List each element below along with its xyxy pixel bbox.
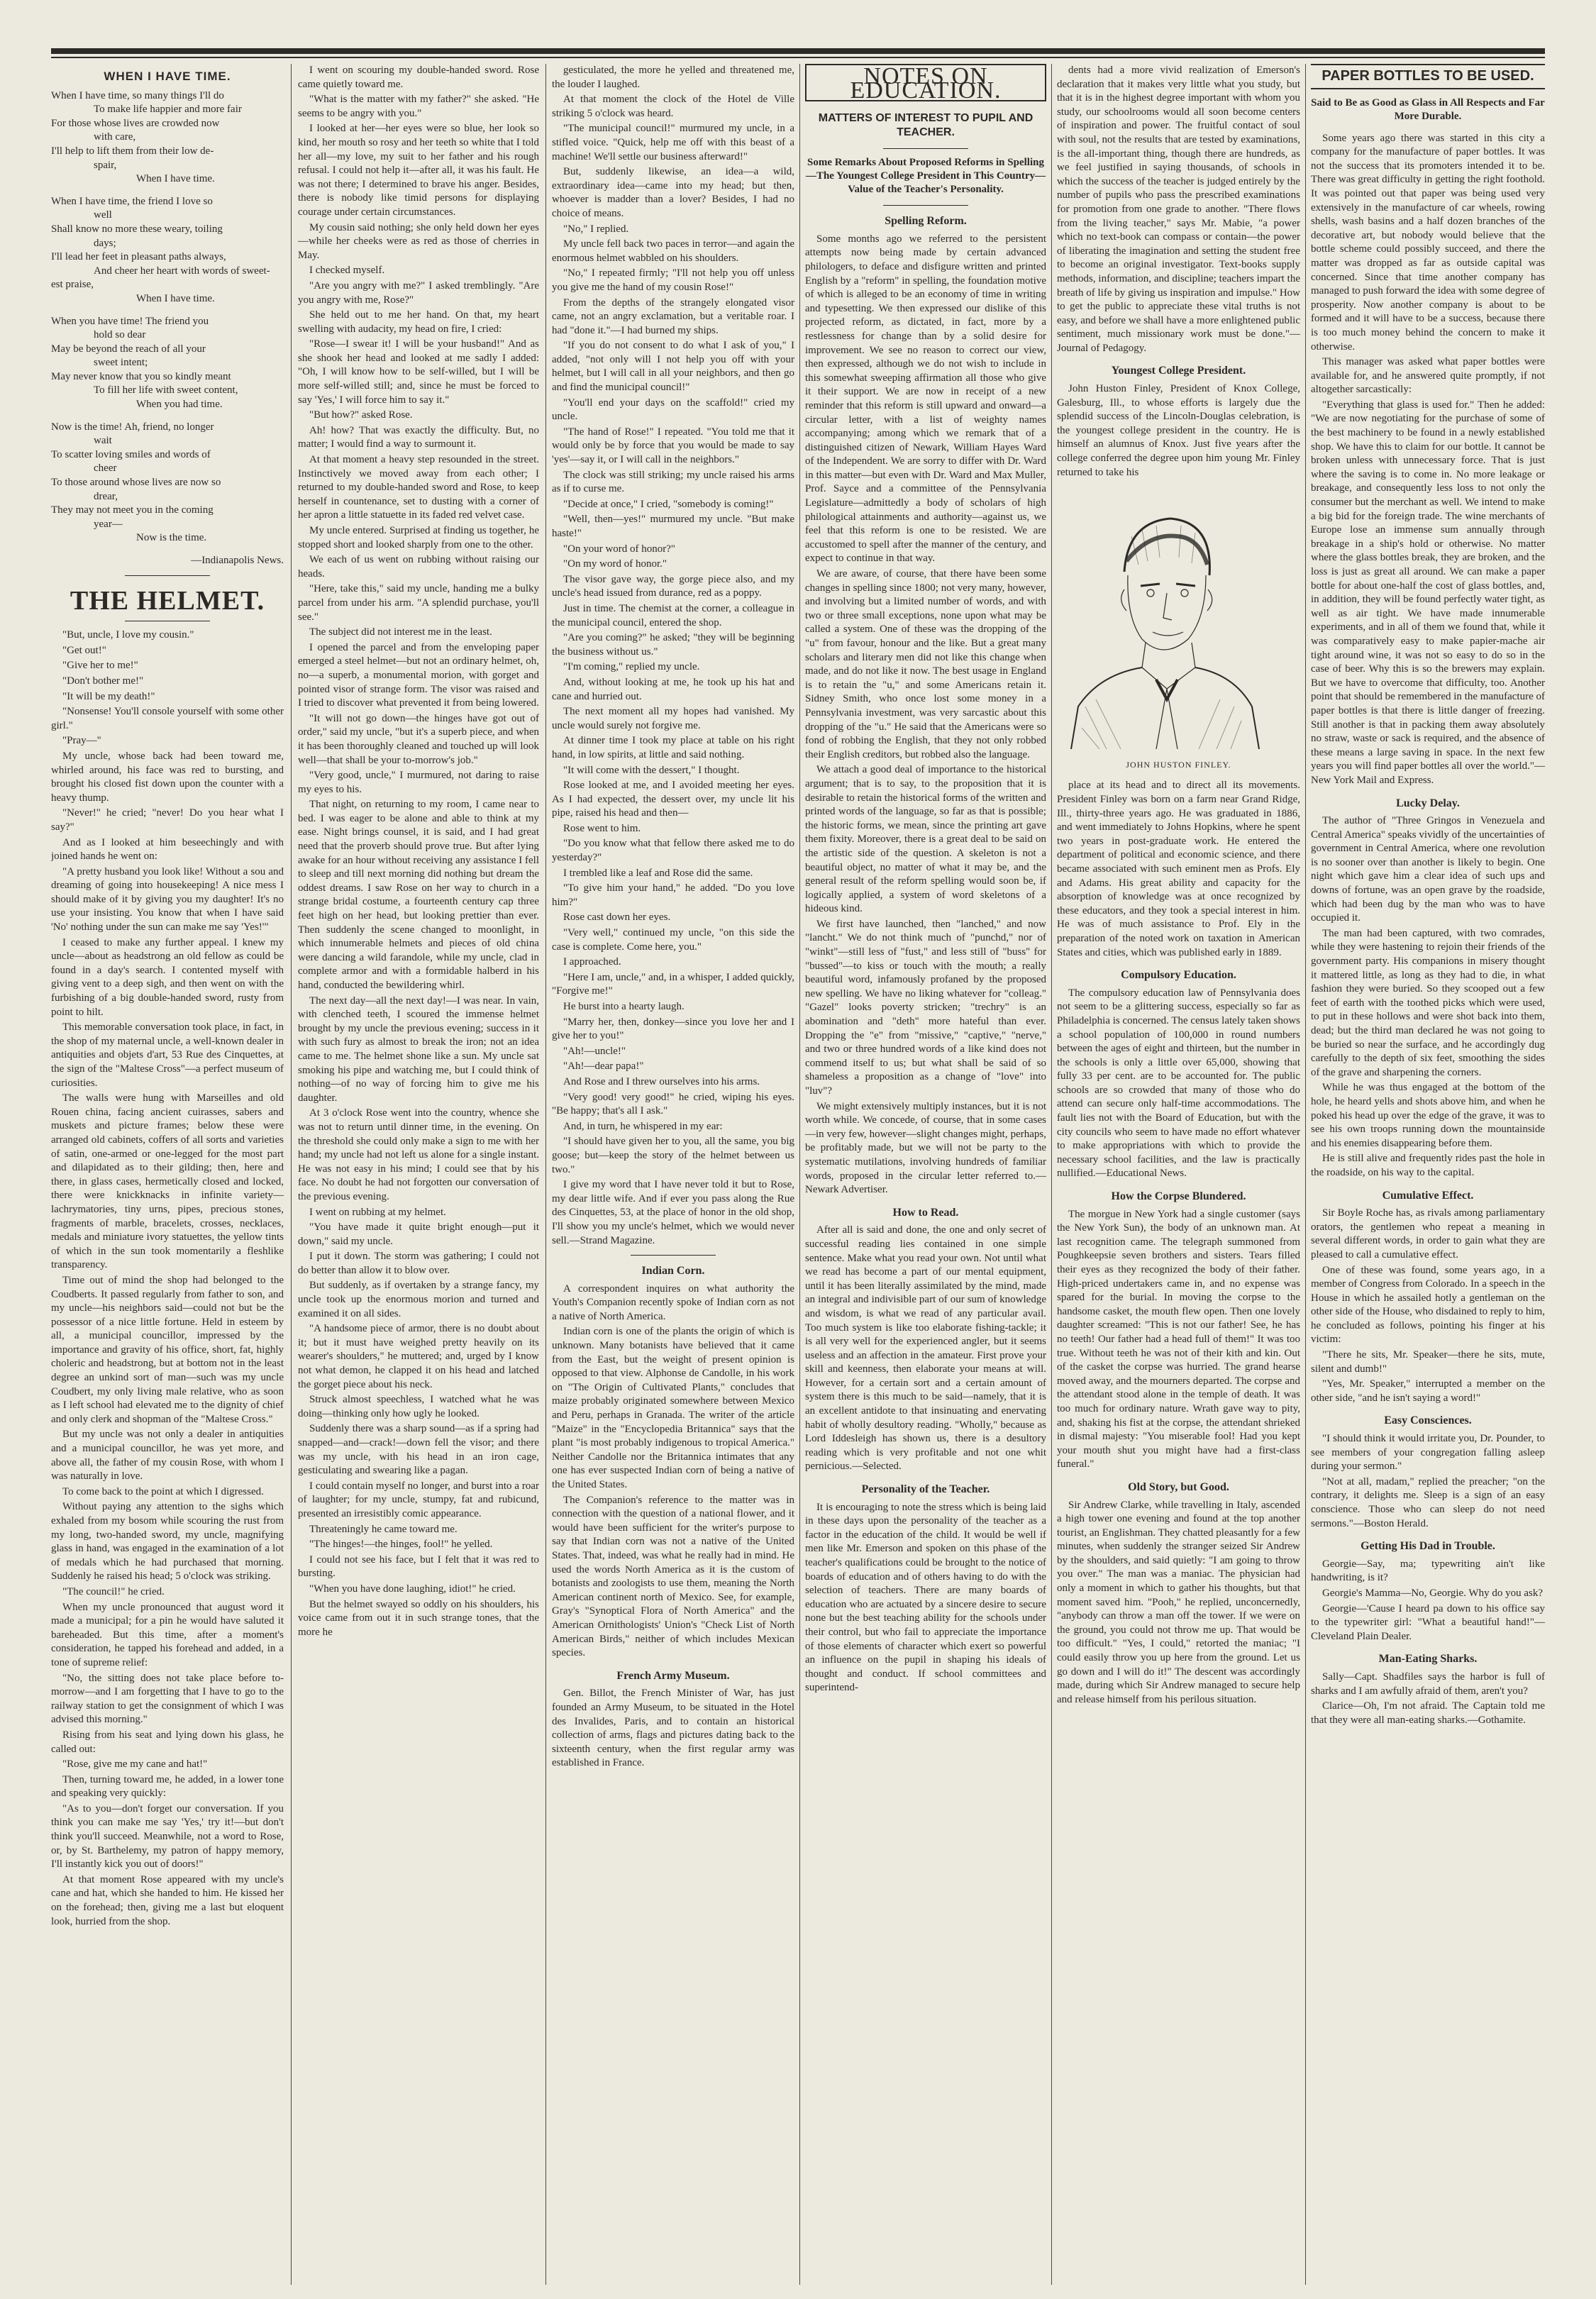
poem-line: with care, (94, 131, 136, 143)
paragraph: "Rose, give me my cane and hat!" (62, 1758, 208, 1771)
paragraph: The compulsory education law of Pennsylvania does not seem to be a glittering success, especially so far as Philadelphia is concerned. The census lately taken shows a school population of 100,000 in round numbers between the ages of eight and thirteen, but the number in the schools is only a little over 65,000, showing that fully 33 per cent. are to be accounted for. The public schools are so crowded that many of those who do attend can secure only half-time accommodations. The fault lies not with the Board of Education, but with the city councils who seem to have made no effort whatever to make appropriations with which to provide the necessary school facilities, and the law is practically nullified.—Educational News. (1057, 987, 1300, 1180)
column-2 (298, 64, 539, 2285)
paragraph: "Here I am, uncle," and, in a whisper, I added quickly, "Forgive me!" (552, 971, 794, 997)
article-title: Personality of the Teacher. (861, 1483, 990, 1496)
article-text (1311, 1558, 1545, 1644)
paragraph: Time out of mind the shop had belonged to the Coudberts. It passed regularly from father to son, and my uncle—his neighbors said—could not but be the possessor of a nice little fortune. Held in esteem by all, a municipal councillor, impressed by the importance and gravity of his office, short, fat, highly choleric and headstrong, but at bottom not in the least degree an unkind sort of man—such was my uncle Coudbert, my only living male relative, who as soon as I left school had elevated me to the dignity of chief and only clerk and shopman of the "Maltese Cross." (51, 1274, 284, 1425)
paragraph: "Marry her, then, donkey—since you love her and I give her to you!" (552, 1016, 794, 1042)
paragraph: "If you do not consent to do what I ask of you," I added, "not only will I not help you off with your helmet, but I will call in all your neighbors, and then go and find the municipal council!" (552, 340, 794, 394)
story-title: THE HELMET. (70, 585, 265, 616)
paragraph: We first have launched, then "lanched," and now "lancht." We do not think much of "punchd," nor of "winkt"—still less of "fust," and less still of "buss" for "bussed"—to kiss or touch with the mouth; a really beautiful word, infamously profaned by the proposed new spelling. We have no liking whatever for "colleag." "Gazel" looks poverty stricken; "trechry" is an abomination and "deth" more hateful than ever. Dropping the "e" from "missive," "captive," "nerve," and two or three hundred words of a like kind does not commend itself to us; but what shall be said of so shameless a proposition as a change of "love" into "luv"? (805, 918, 1046, 1097)
paragraph: "Very good! very good!" he cried, wiping his eyes. "Be happy; that's all I ask." (552, 1091, 794, 1117)
paragraph: "It will be my death!" (62, 690, 155, 702)
article-title: Indian Corn. (641, 1265, 705, 1278)
article-title: Old Story, but Good. (1128, 1480, 1229, 1493)
paragraph: "A pretty husband you look like! Without a sou and dreaming of going into housekeeping! A nice mess I should make of it by giving you my daughter! It's no use your insisting. You know that when I have said 'No' nothing under the sun can make me say 'Yes!'" (51, 865, 284, 934)
paragraph: I opened the parcel and from the enveloping paper emerged a steel helmet—but not an ordinary helmet, oh, no—a superb, a monumental morion, with gorget and pointed visor of strange form. The visor was raised and I tried to discover what prevented it from being lowered. (298, 641, 539, 709)
article-title: Youngest College President. (1111, 365, 1246, 377)
paragraph: Suddenly there was a sharp sound—as if a spring had snapped—and—crack!—down fell the visor; and there was my uncle, with his head in an iron cage, gesticulating and swearing like a pagan. (298, 1423, 539, 1477)
poem-line: To fill her life with sweet content, (94, 384, 238, 397)
paragraph: The walls were hung with Marseilles and old Rouen china, facing ancient cuirasses, sabers and muskets and picture frames; below these were arranged old cabinets, coffers of all sorts and varieties of satin, one-armed or one-legged for the most part and dilapidated as to their gilding; then, here and there, in glass cases, hermetically closed and locked, there were knickknacks in infinite variety—lachrymatories, tiny urns, pipes, precious stones, fragments of marble, bracelets, crosses, necklaces, medals and miniature ivory statuettes, the yellow tints of which in the sun took momentarily a fleshlike transparency. (51, 1092, 284, 1271)
stanza-gap (51, 412, 284, 421)
paragraph: "Well, then—yes!" murmured my uncle. "But make haste!" (552, 514, 794, 539)
paragraph: At that moment Rose appeared with my uncle's cane and hat, which she handed to him. He kissed her on the forehead; then, giving me a last but eloquent look, hurried from the shop. (51, 1873, 284, 1927)
section-header (805, 64, 1046, 104)
article-text (805, 1224, 1046, 1474)
article-text (552, 1687, 794, 1771)
paragraph: But my uncle was not only a dealer in antiquities and a municipal councillor, he was yet more, and above all, the father of my cousin Rose, with whom I was naturally in love. (51, 1429, 284, 1483)
paragraph: I ceased to make any further appeal. I knew my uncle—about as headstrong an old fellow as could be found in a day's search. I contented myself with giving vent to a deep sigh, and then went on with the furbishing of a big double-handed sword, rusty from point to hilt. (51, 936, 284, 1018)
poem-line: days; (94, 237, 116, 249)
poem-line: May be beyond the reach of all your (51, 343, 206, 355)
paragraph: "Never!" he cried; "never! Do you hear what I say?" (51, 807, 284, 833)
paragraph: I looked at her—her eyes were so blue, her look so kind, her mouth so rosy and her teeth so white that I told her all—my love, my suit to her father and his rough refusal. I could not help it—after all, it was his fault. He was not there; I determined to brave his anger. Besides, there is nobody like timid persons for displaying courage under certain circumstances. (298, 123, 539, 218)
paragraph: "Ah!—uncle!" (563, 1045, 626, 1057)
paragraph: "When you have done laughing, idiot!" he cried. (309, 1583, 516, 1595)
paragraph: The clock was still striking; my uncle raised his arms as if to curse me. (552, 469, 794, 495)
paragraph: Georgie—Say, ma; typewriting ain't like handwriting, is it? (1311, 1558, 1545, 1584)
paragraph: My cousin said nothing; she only held down her eyes—while her cheeks were as red as those of cherries in May. (298, 221, 539, 261)
article-text (1057, 1208, 1300, 1472)
poem-source: —Indianapolis News. (191, 555, 284, 566)
stanza-gap (51, 545, 284, 554)
stanza-gap (51, 306, 284, 315)
paragraph: I went on rubbing at my helmet. (309, 1206, 446, 1218)
paragraph: Rose went to him. (563, 822, 641, 834)
top-rule-thin (51, 57, 1545, 58)
paragraph: "It will come with the dessert," I thought. (563, 764, 740, 776)
paragraph: Then, turning toward me, he added, in a lower tone and speaking very quickly: (51, 1773, 284, 1800)
paragraph: But suddenly, as if overtaken by a strange fancy, my uncle took up the enormous morion and turned and examined it on all sides. (298, 1280, 539, 1319)
paragraph: "Are you coming?" he asked; "they will be beginning the business without us." (552, 632, 794, 658)
article-headline: PAPER BOTTLES TO BE USED. (1311, 64, 1545, 89)
paragraph: After all is said and done, the one and only secret of successful reading lies contained in one simple sentence. Make what you read your own. Not until what we read has become a part of our mental equipment, until it has been literally assimilated by the mind, made an integral and indivisible part of our sum of knowledge and wisdom, is what we read of any particular avail. Too much system is like too elaborate fishing-tackle; it is all very well for the experienced angler, but it seems useless and an affection in the amateur. First prove your skill and keenness, then elaborate your means at will. However, for a certain sort and a certain amount of system there is this much to be said—namely, that it is an excellent antidote to that insinuating and enervating habit of wholly desultory reading. "Wholly," because as Lord Iddesleigh has shown us, there is a desultory reading which is very profitable and not one whit pernicious.—Selected. (805, 1224, 1046, 1473)
paragraph: At that moment a heavy step resounded in the street. Instinctively we moved away from each other; I returned to my double-handed sword and Rose, to keep herself in countenance, set to dusting with a corner of her apron a little statuette in its faded red velvet case. (298, 454, 539, 521)
story-text (552, 64, 794, 1248)
paragraph: While he was thus engaged at the bottom of the hole, he heard yells and shots above him, and when he poked his head up over the edge of the grave, it was to see his own troops running down the mountainside and his enemies disappearing before them. (1311, 1082, 1545, 1149)
paragraph: "Everything that glass is used for." Then he added: "We are now negotiating for the purchase of some of the best machinery to be found in a newly established shop. We have this to claim for our bottle. It cannot be broken unless with unnecessary force. That is just where the saving is to come in. No more leakage or breakage, and consequently less loss to not only the consumer but the merchant as well. We intend to make a big bid for the foreign trade. The wine merchants of Europe lose an immense sum annually through breakage in a ship's hold or otherwise. No matter where the glass bottles break, they are broken, and the loss is just as great all around. We can make a paper bottle for about one-half the cost of glass bottles, and, in addition, they will be found perfectly water tight, as well as air tight. We have made innumerable experiments, and in all of them we found that, while it was comparatively easy to make papier-mache air tight around wine, it was not so easy to do so in the case of beer. Why this is so the brewers may explain. But we have to overcome that difficulty, too. Another point that should be remembered in the manufacture of paper bottles is that there is little danger of freezing. Still another is that in packing them away absolutely no straw, waste or sack is required, and the absence of these means a large saving in space. In the next few years you will find paper bottles all over the world."—New York Mail and Express. (1311, 399, 1545, 786)
paragraph: place at its head and to direct all its movements. President Finley was born on a farm near Grand Ridge, Ill., thirty-three years ago. He was graduated in 1886, and went immediately to Johns Hopkins, where he spent two years in post-graduate work. He entered the department of political and economic science, and there became associated with such eminent men as Profs. Ely and Adams. His great ability and capacity for the absorption of knowledge was at once recognized by these educators, and they took a special interest in him. He was of much assistance to Prof. Ely in the preparation of the noted work on taxation in American States and cities, which was published early in 1889. (1057, 780, 1300, 958)
poem-line: year— (94, 518, 123, 530)
paragraph: "I should have given her to you, all the same, you big goose; but—keep the story of the helmet between us two." (552, 1136, 794, 1175)
paragraph: We are aware, of course, that there have been some changes in spelling since 1800; not very many, however, and involving but a limited number of words, and with two or three small exceptions, none upon what may be called a system. One of these was the dropping of the "u" from favour, honour and the like. But a great many scholars and literary men did not like this change when made, and do not like it now. The best usage in England is to retain the "u," and some Americans retain it. Sidney Smith, who once lost some money in a Pennsylvania investment, was very sarcastic about this dropping of the "u." He said that the Americans were so fond of robbing the English, that they not only robbed their English creditors, but robbed also the language. (805, 568, 1046, 760)
portrait-caption: JOHN HUSTON FINLEY. (1126, 759, 1231, 770)
article-title: Lucky Delay. (1396, 797, 1460, 809)
article-text (1057, 1499, 1300, 1707)
paragraph: I could not see his face, but I felt that it was red to bursting. (298, 1553, 539, 1580)
paragraph: "I should think it would irritate you, Dr. Pounder, to see members of your congregation falling asleep during your sermon." (1311, 1433, 1545, 1473)
paragraph: "Very good, uncle," I murmured, not daring to raise my eyes to his. (298, 770, 539, 795)
article-text (1311, 814, 1545, 1180)
paragraph: Sir Andrew Clarke, while travelling in Italy, ascended a high tower one evening and found at the top another tourist, an Englishman. They chatted pleasantly for a few minutes, when suddenly the stranger seized Sir Andrew by the shoulders, and said quietly: "I am going to throw you over." The man was a maniac. The physician had only a moment in which to gather his thoughts, but that moment saved him. "Pooh," he replied, unconcernedly, "anybody can throw a man off the tower. If we were on the ground, you could not throw me up. That would be too difficult." "Yes, I could," retorted the maniac; "I could easily throw you up here from the ground. Let us go down and I will do it!" The descent was accordingly made, during which Sir Andrew managed to secure help and release himself from his perilous situation. (1057, 1499, 1300, 1705)
paragraph: "But how?" asked Rose. (309, 409, 413, 421)
paragraph: "To give him your hand," he added. "Do you love him?" (552, 882, 794, 908)
paragraph: gesticulated, the more he yelled and threatened me, the louder I laughed. (552, 65, 794, 90)
paragraph: My uncle, whose back had been toward me, whirled around, his face was red to bursting, and brought his closed fist down upon the counter with a heavy thump. (51, 750, 284, 804)
column-5 (1057, 64, 1300, 2285)
paragraph: I approached. (563, 956, 621, 968)
paragraph: We each of us went on rubbing without raising our heads. (298, 554, 539, 580)
paragraph: I give my word that I have never told it but to Rose, my dear little wife. And if ever you pass along the Rue des Cinquettes, 53, at the place of honor in the old shop, I'll show you my uncle's helmet, which we would never sell.—Strand Magazine. (552, 1179, 794, 1246)
paragraph: "But, uncle, I love my cousin." (62, 629, 194, 641)
poem-line: When I have time, so many things I'll do (51, 89, 224, 101)
paragraph: And Rose and I threw ourselves into his arms. (563, 1075, 760, 1087)
paragraph: "The hand of Rose!" I repeated. "You told me that it would only be by force that you would be made to say 'yes'—say it, or I will call in the neighbors." (552, 426, 794, 466)
paragraph: My uncle fell back two paces in terror—and again the enormous helmet wabbled on his shoulders. (552, 238, 794, 264)
poem-body (51, 89, 284, 554)
column-divider (291, 64, 292, 2285)
paragraph: The man had been captured, with two comrades, while they were hastening to rejoin their friends of the government party. His companions in misery thought it mattered little, as long as they had to die, in what fashion they were buried. So they scooped out a few feet of earth with the toothed picks which were used, to put in these hollows and were shot back into them, dead; but the third man declared he was not going to be buried so near the surface, and he accordingly dug carefully to the depth of six feet, smoothing the sides of the grave and sharpening the corners. (1311, 927, 1545, 1078)
paragraph: I checked myself. (309, 265, 385, 277)
paragraph: And, without looking at me, he took up his hat and cane and hurried out. (552, 676, 794, 702)
paragraph: "The hinges!—the hinges, fool!" he yelled. (309, 1539, 493, 1551)
poem-line: I'll help to lift them from their low de- (51, 145, 214, 157)
paragraph: But the helmet swayed so oddly on his shoulders, his voice came from out it in such strange tones, that the more he (298, 1598, 539, 1638)
paragraph: "No," I repeated firmly; "I'll not help you off unless you give me the hand of my cousin Rose!" (552, 267, 794, 293)
paragraph: dents had a more vivid realization of Emerson's declaration that it makes very little what you study, but that it is in the highest degree important with whom you study, our schoolrooms would all soon become centers of inspiration and power. The fruitful contact of soul with soul, not the results that are tested by examinations, is the all-important thing, though there are hundreds, as we feel justified in saying thousands, of schools in which the success of the teacher is judged entirely by the number of pupils who pass the prescribed examinations for promotion from one grade to another. "There flows from the living teacher," says Mr. Mabie, "a power which no text-book can compass or contain—the power of liberating the imagination and setting the student free to become an original investigator. Text-books supply methods, information, and discipline; teachers impart the breath of life by giving us inspiration and impulse." How to get the public to appreciate these vital truths is not easy, and before we shall have a more enlightened public sentiment, much missionary work must be done."—Journal of Pedagogy. (1057, 65, 1300, 354)
paragraph: Sir Boyle Roche has, as rivals among parliamentary orators, the gentlemen who repeat a meaning in several different words, in order to gain what they are pleased to call a cumulative effect. (1311, 1207, 1545, 1261)
article-title: How the Corpse Blundered. (1111, 1190, 1246, 1203)
paragraph: "The municipal council!" murmured my uncle, in a stifled voice. "Quick, help me off with this beast of a machine! We'll settle our business afterward!" (552, 123, 794, 162)
paragraph: We attach a good deal of importance to the historical argument; that is to say, to the proposition that it is desirable to retain the historical forms of the written and printed words of the language, so far as that is possible; the historic forms, we mean, since the printing art gave them fixity. Moreover, there is a great deal to be said on the artistic side of the question. A skeleton is not a beautiful object, no matter of what it may be, and the general result of the reform spelling would soon be, if logically applied, a system of word skeletons of a hideous kind. (805, 764, 1046, 915)
portrait-illustration (1057, 494, 1270, 749)
paragraph: The subject did not interest me in the least. (309, 626, 492, 638)
paragraph: "No," I replied. (563, 223, 629, 235)
article-title: Spelling Reform. (885, 215, 967, 228)
column-divider (1051, 64, 1052, 2285)
article-title: French Army Museum. (616, 1669, 730, 1682)
paragraph: At dinner time I took my place at table on his right hand, in low spirits, at little and said nothing. (552, 735, 794, 760)
paragraph: Rose cast down her eyes. (563, 912, 671, 924)
poem-line: cheer (94, 462, 117, 475)
paragraph: He burst into a hearty laugh. (563, 1001, 685, 1012)
paragraph: To come back to the point at which I digressed. (62, 1485, 264, 1497)
section-title: NOTES ON EDUCATION. (850, 64, 1002, 104)
paragraph: "Don't bother me!" (62, 675, 144, 687)
paragraph: "Here, take this," said my uncle, handing me a bulky parcel from under his arm. "A splendid purchase, you'll see." (298, 583, 539, 623)
paragraph: Rising from his seat and lying down his glass, he called out: (51, 1729, 284, 1755)
poem-line: To make life happier and more fair (94, 104, 242, 116)
story-text (51, 628, 284, 1929)
paragraph: And as I looked at him beseechingly and with joined hands he went on: (51, 836, 284, 863)
article-text (1057, 779, 1300, 960)
paragraph: "Give her to me!" (62, 660, 138, 672)
paragraph: "On your word of honor?" (563, 543, 676, 555)
poem-line: I'll lead her feet in pleasant paths always, (51, 251, 226, 263)
paragraph: I could contain myself no longer, and burst into a roar of laughter; for my uncle, stumpy, fat and rubicund, presented an irresistibly comic appearance. (298, 1480, 539, 1519)
article-title: How to Read. (892, 1206, 959, 1219)
stanza-gap (51, 187, 284, 195)
paragraph: The next day—all the next day!—I was near. In vain, with clenched teeth, I scoured the immense helmet brought by my uncle the previous evening; success in it with such fury as almost to break the iron; not an idea came to me. The helmet shone like a sun. My uncle sat smoking his pipe and watching me, but I could think of nothing—of no way of forcing him to give me his daughter. (298, 995, 539, 1104)
paragraph: "Very well," continued my uncle, "on this side the case is complete. Come here, you." (552, 927, 794, 953)
poem-line: To scatter loving smiles and words of (51, 448, 211, 460)
paragraph: "I'm coming," replied my uncle. (563, 661, 700, 673)
paragraph: "A handsome piece of armor, there is no doubt about it; but it must have weighed pretty heavily on its wearer's shoulders," he muttered; and, urged by I know not what demon, he clapped it on his head and latched the gorget piece about his neck. (298, 1323, 539, 1390)
paragraph: But, suddenly likewise, an idea—a wild, extraordinary idea—came into my head; but then, whoever is madder than a lover? Besides, I had no choice of means. (552, 166, 794, 219)
article-text (1311, 132, 1545, 788)
poem-title: WHEN I HAVE TIME. (104, 70, 231, 83)
divider (883, 148, 968, 149)
article-text (1057, 64, 1300, 355)
poem-line: Now is the time. (136, 532, 207, 544)
paragraph: I went on scouring my double-handed sword. Rose came quietly toward me. (298, 65, 539, 90)
article-text (1311, 1432, 1545, 1531)
paragraph: A correspondent inquires on what authority the Youth's Companion recently spoke of Indian corn as not a native of North America. (552, 1283, 794, 1322)
article-title: Easy Consciences. (1384, 1414, 1472, 1427)
poem-line: When you had time. (136, 399, 223, 411)
paragraph: "The council!" he cried. (62, 1585, 165, 1597)
paragraph: Clarice—Oh, I'm not afraid. The Captain told me that they were all man-eating sharks.—Gothamite. (1311, 1700, 1545, 1726)
paragraph: Without paying any attention to the sighs which exhaled from my bosom while scouring the rust from my long, two-handed sword, my uncle, magnifying glass in hand, was engaged in the examination of a lot of medals which he had purchased that morning. Suddenly he raised his head; 5 o'clock was striking. (51, 1501, 284, 1583)
paragraph: "Yes, Mr. Speaker," interrupted a member on the other side, "and he isn't saying a word!" (1311, 1378, 1545, 1404)
poem-line: well (94, 209, 112, 221)
paragraph: Struck almost speechless, I watched what he was doing—thinking only how ugly he looked. (298, 1394, 539, 1419)
paragraph: Georgie's Mamma—No, Georgie. Why do you ask? (1322, 1587, 1543, 1599)
paragraph: "Decide at once," I cried, "somebody is coming!" (563, 498, 774, 510)
paragraph: "On my word of honor." (563, 558, 667, 570)
article-title: Compulsory Education. (1121, 969, 1236, 982)
poem-line: sweet intent; (94, 357, 148, 369)
paragraph: "You have made it quite bright enough—put it down," said my uncle. (298, 1221, 539, 1247)
poem-line: And cheer her heart with words of sweet- (94, 265, 270, 277)
poem-line: hold so dear (94, 329, 146, 341)
poem-line: Now is the time! Ah, friend, no longer (51, 421, 214, 433)
paragraph: "As to you—don't forget our conversation. If you think you can make me say 'Yes,' try it!—but don't think you'll succeed. Meanwhile, not a word to Rose, or, by St. Barthelemy, my patron of happy memory, I'll instantly kick you out of doors!" (51, 1802, 284, 1871)
poem-line: When I have time, the friend I love so (51, 195, 213, 207)
article-text (552, 1283, 794, 1661)
paragraph: My uncle entered. Surprised at finding us together, he stopped short and looked sharply from one to the other. (298, 525, 539, 550)
poem-line: est praise, (51, 279, 94, 291)
article-text (1311, 1671, 1545, 1727)
paragraph: "Not at all, madam," replied the preacher; "on the contrary, it delights me. Sleep is a sign of an easy conscience. Those who can sleep do not need sermons."—Boston Herald. (1311, 1475, 1545, 1529)
column-divider (1305, 64, 1306, 2285)
paragraph: And, in turn, he whispered in my ear: (563, 1120, 723, 1132)
poem-line: May never know that you so kindly meant (51, 370, 231, 382)
paragraph: The author of "Three Gringos in Venezuela and Central America" speaks vividly of the uncertainties of government in Central America, where one revolution is no sooner over than another is likely to begin. One night which gave him a clear idea of such ups and downs of fortune, was an open grave by the roadside, which had been dug by the man who was to have occupied it. (1311, 815, 1545, 924)
poem-line: drear, (94, 490, 118, 502)
section-deck: Some Remarks About Proposed Reforms in Spelling—The Youngest College President in This Country—Value of the Teacher's Personality. (805, 157, 1046, 196)
article-title: Man-Eating Sharks. (1378, 1653, 1478, 1666)
paragraph: "Do you know what that fellow there asked me to do yesterday?" (552, 838, 794, 864)
column-divider (799, 64, 800, 2285)
paragraph: The Companion's reference to the matter was in connection with the question of a national flower, and it would have been sufficient for the writer's purpose to say that Indian corn was not a native of the United States. That, indeed, was what he really had in mind. He used the words North America as it is the custom of botanists and zoologists to use them, meaning the North American continent north of Mexico. See, for example, Gray's "Synoptical Flora of North America" and the American Ornithologists' Union's "Check List of North American Birds," neither of which includes Mexican species. (552, 1494, 794, 1659)
paragraph: John Huston Finley, President of Knox College, Galesburg, Ill., to whose efforts is largely due the splendid success of the Lincoln-Douglas celebration, is the youngest college president in the country. He is himself an alumnus of Knox. Just five years after the college conferred the degree upon him young Mr. Finley returned to take his (1057, 383, 1300, 478)
paragraph: The morgue in New York had a single customer (says the New York Sun), the body of an unknown man. At last recognition came. The telegraph summoned from Poughkeepsie seven brothers and sisters. Tears filled their eyes as they recognized the body of their father. High-priced undertakers came in, and no expense was spared for the burial. In moving the corpse to the handsome casket, the mouth flew open. Then one lovely daughter screamed: "This is not our father! See, he has no teeth! Our father had a head full of them!" It was too true. Without teeth he was not of their kith and kin. Out of the casket the corpse was hurried. The grand hearse moved away, and the mourners departed. The corpse and the attendant stood alone in the temple of death. It was too much for ordinary nature. Wrath gave way to pity, and, shaking his fist at the corpse, the attendant shrieked in dismal majesty: "You miserable fool! Had you kept your mouth shut you might have had a first-class funeral." (1057, 1208, 1300, 1470)
poem-line: Shall know no more these weary, toiling (51, 223, 223, 235)
paragraph: Indian corn is one of the plants the origin of which is unknown. Many botanists have believed that it came from the East, but the weight of present opinion is opposed to that view. Alphonse de Candolle, in his work on "The Origin of Cultivated Plants," concludes that maize probably originated somewhere between Mexico and Peru, perhaps in Granada. The writer of the article "Maize" in the "Encyclopedia Britannica" says that the plant "is most probably indigenous to tropical America." Neither Candolle nor the Britannica intimates that any one has ever suspected Indian corn of being a native of the United States. (552, 1326, 794, 1490)
article-text (1057, 987, 1300, 1181)
paragraph: "Nonsense! You'll console yourself with some other girl." (51, 706, 284, 731)
section-subtitle: MATTERS OF INTEREST TO PUPIL AND TEACHER. (818, 112, 1033, 139)
paragraph: "You'll end your days on the scaffold!" cried my uncle. (552, 397, 794, 423)
paragraph: It is encouraging to note the stress which is being laid in these days upon the personality of the teacher as a factor in the education of the child. It would be well if men like Mr. Emerson and spoken on this phase of the teacher's qualifications could be brought to the notice of boards of education and of others having to do with the selection of teachers. There are many boards of education who are actuated by a sincere desire to secure none but the best teaching ability for the schools under their control, but who fail to appreciate the importance of those elements of character which exert so powerful an influence on the pupil in shaping his ideals of thought and conduct. If school committees and superintend- (805, 1501, 1046, 1694)
paragraph: One of these was found, some years ago, in a member of Congress from Colorado. In a speech in the House in which he assailed hotly a gentleman on the other side of the House, who disdained to reply to him, he concluded as follows, pointing his finger at his victim: (1311, 1264, 1545, 1346)
poem-line: wait (94, 435, 112, 447)
paragraph: "No, the sitting does not take place before to-morrow—and I am forgetting that I have to go to the railway station to get the consignment of which I was advised this morning." (51, 1672, 284, 1726)
paragraph: Gen. Billot, the French Minister of War, has just founded an Army Museum, to be situated in the Hotel des Invalides, Paris, and to contain an historical collection of arms, flags and pictures dating back to the sixteenth century, when the first regular army was established in France. (552, 1688, 794, 1769)
paragraph: "Get out!" (62, 644, 106, 656)
poem-line: For those whose lives are crowded now (51, 117, 220, 129)
paragraph: When my uncle pronounced that august word it made a municipal; for a pin he would have saluted it bareheaded. But this time, after a moment's consideration, he tapped his forehead and added, in a tone of supreme relief: (51, 1601, 284, 1668)
paragraph: "Rose—I swear it! I will be your husband!" And as she shook her head and looked at me sadly I added: "Oh, I will know how to be self-willed, but I will be more self-willed still; and, since he must be forced to say 'Yes,' I will force him to say it." (298, 338, 539, 406)
poem-line: To those around whose lives are now so (51, 477, 221, 489)
paragraph: Just in time. The chemist at the corner, a colleague in the municipal council, entered the shop. (552, 602, 794, 628)
column-4 (805, 64, 1046, 2285)
article-text (805, 1501, 1046, 1695)
paragraph: "Ah!—dear papa!" (563, 1060, 644, 1073)
paragraph: He is still alive and frequently rides past the hole in the roadside, on his way to the capital. (1311, 1153, 1545, 1178)
divider (883, 205, 968, 206)
paragraph: At that moment the clock of the Hotel de Ville striking 5 o'clock was heard. (552, 94, 794, 119)
article-deck: Said to Be as Good as Glass in All Respects and Far More Durable. (1311, 96, 1545, 122)
paragraph: "Pray—" (62, 735, 101, 747)
poem-line: spair, (94, 159, 117, 171)
paragraph: Rose looked at me, and I avoided meeting her eyes. As I had expected, the dessert over, my uncle lit his pipe, raised his head and then— (552, 780, 794, 819)
paragraph: I trembled like a leaf and Rose did the same. (563, 867, 753, 879)
paragraph: Sally—Capt. Shadfiles says the harbor is full of sharks and I am awfully afraid of them, aren't you? (1311, 1671, 1545, 1697)
paragraph: Some months ago we referred to the persistent attempts now being made by certain advanced philologers, to deface and disfigure written and printed English by a "reform" in spelling, the foundation motive of which is alleged to be an economy of time in writing and typesetting. We then expressed our dislike of this projected reform, as dictated, in fact, more by a restlessness for change than by a solid desire for improvement. We see no reason to correct our view, then expressed, although we do not wish to include in this somewhat sweeping affirmation all those who give it their support. We are now in receipt of a new reminder that this reform is still upward and onward—a circular letter, with a list of weighty names accompanying; among which we remark that of a distinguished citizen of Newark, William Hayes Ward of the Independent. We are sorry to differ with Dr. Ward in this matter—but even with Dr. Ward and Max Muller, Prof. Sayce and a committee of the Pennsylvania Legislature—admittedly a body of scholars of high philological attainments and authority—against us, we feel that this reform is one to be resisted. We are accustomed to spell after the manner of the century, and expect to continue in that way. (805, 233, 1046, 565)
paragraph: We might extensively multiply instances, but it is not worth while. We concede, of course, that in some cases—in very few, however—slight changes might, perhaps, be profitably made, but we will not be party to the systematic mutilations, involving hundreds of familiar words, proposed in the circular letter referred to.—Newark Advertiser. (805, 1100, 1046, 1196)
poem-line: When you have time! The friend you (51, 315, 209, 327)
article-title: Cumulative Effect. (1382, 1189, 1474, 1202)
paragraph: Ah! how? That was exactly the difficulty. But, no matter; I would find a way to surmount it. (298, 424, 539, 450)
paragraph: The visor gave way, the gorge piece also, and my uncle's head issued from durance, red as a poppy. (552, 573, 794, 599)
top-rule (51, 48, 1545, 54)
article-title: Getting His Dad in Trouble. (1361, 1540, 1495, 1553)
article-text (1311, 1207, 1545, 1405)
story-text (298, 64, 539, 1639)
paragraph: I put it down. The storm was gathering; I could not do better than allow it to blow over. (298, 1251, 539, 1276)
divider (631, 1255, 716, 1256)
paragraph: "Are you angry with me?" I asked tremblingly. "Are you angry with me, Rose?" (298, 279, 539, 306)
paragraph: "What is the matter with my father?" she asked. "He seems to be angry with you." (298, 94, 539, 119)
paragraph: "There he sits, Mr. Speaker—there he sits, mute, silent and dumb!" (1311, 1349, 1545, 1375)
paragraph: The next moment all my hopes had vanished. My uncle would surely not forgive me. (552, 706, 794, 731)
paragraph: Georgie—'Cause I heard pa down to his office say to the typewriter girl: "What a beautiful hand!"—Cleveland Plain Dealer. (1311, 1602, 1545, 1642)
paragraph: This memorable conversation took place, in fact, in the shop of my maternal uncle, a well-known dealer in antiquities and objets d'art, 53 Rue des Cinquettes, at the sign of the "Maltese Cross"—a perfect museum of curiosities. (51, 1021, 284, 1089)
paragraph: She held out to me her hand. On that, my heart swelling with audacity, my head on fire, I cried: (298, 309, 539, 335)
column-1 (51, 64, 284, 2285)
divider (125, 575, 210, 576)
paragraph: Some years ago there was started in this city a company for the manufacture of paper bottles. It was not the success that its promoters intended it to be. There was great difficulty in getting the right foothold. It was pointed out that paper was being used very extensively in the manufacture of car wheels, rowing shells, wash basins and a half dozen branches of the decorative art, but nobody would believe that the bottle scheme could possibly succeed, and there the matter was dropped as far as outside capital was concerned. Since that time another company has managed to push forward the idea with some degree of prosperity. Now another company is about to be formed and it will have to be a success, because there is too much money behind the concern to make it otherwise. (1311, 132, 1545, 353)
poem-line: When I have time. (136, 292, 215, 304)
paragraph: At 3 o'clock Rose went into the country, whence she was not to return until dinner time, in the evening. On the threshold she could only make a sign to me with her hand; my uncle had not left us alone for a single instant. He was not easy in his mind; I could see that by his face. No doubt he had not forgotten our conversation of the previous evening. (298, 1107, 539, 1202)
paragraph: That night, on returning to my room, I came near to bed. I was eager to be alone and able to think at my ease. Night brings counsel, it is said, and I had great need that the proverb should prove true. But after lying awake for an hour without receiving any assistance I fell to sleep and till next morning did nothing but dream the oddest dreams. I saw Rose on her way to church in a strange bridal costume, a fourteenth century cap three feet high on her head, but looking prettier than ever. Then suddenly the scene changed to moonlight, in which innumerable helmets and pieces of old china were dancing a wild farandole, while my uncle, clad in complete armor and with a formidable halberd in his hand, conducted the bewildering whirl. (298, 799, 539, 991)
paragraph: "It will not go down—the hinges have got out of order," said my uncle, "but it's a superb piece, and when it has been thoroughly cleaned and touched up will look well—that shall be your to-morrow's job." (298, 712, 539, 766)
poem-line: When I have time. (136, 173, 215, 185)
poem-line: They may not meet you in the coming (51, 504, 214, 516)
article-text (1057, 382, 1300, 480)
paragraph: Threateningly he came toward me. (309, 1523, 458, 1535)
paragraph: From the depths of the strangely elongated visor came, not an angry exclamation, but a veritable roar. I had "done it."—I had burned my ships. (552, 297, 794, 336)
article-text (805, 233, 1046, 1197)
column-divider (545, 64, 546, 2285)
column-3 (552, 64, 794, 2285)
column-6 (1311, 64, 1545, 2285)
paragraph: This manager was asked what paper bottles were available for, and he answered quite promptly, if not altogether sarcastically: (1311, 356, 1545, 396)
